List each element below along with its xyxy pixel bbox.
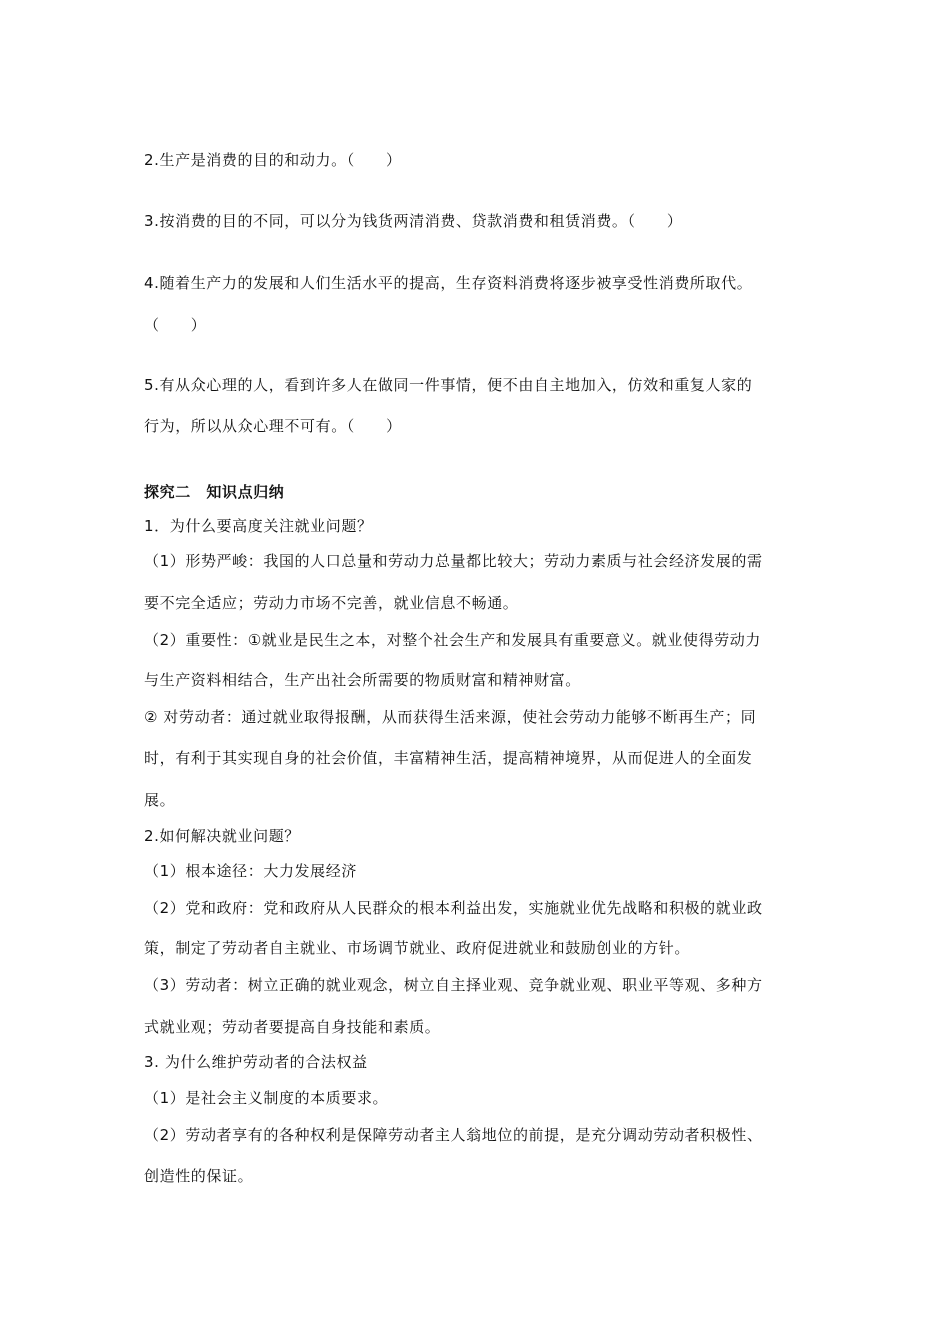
paragraph-line: （1）根本途径：大力发展经济 xyxy=(144,862,357,880)
paragraph-line: 时，有利于其实现自身的社会价值，丰富精神生活，提高精神境界，从而促进人的全面发 xyxy=(144,749,753,767)
question-2: 2.如何解决就业问题？ xyxy=(144,827,300,845)
paragraph-line: （2）重要性：①就业是民生之本，对整个社会生产和发展具有重要意义。就业使得劳动力 xyxy=(144,631,761,649)
paragraph-line: 式就业观；劳动者要提高自身技能和素质。 xyxy=(144,1018,441,1036)
paragraph-line: 与生产资料相结合，生产出社会所需要的物质财富和精神财富。 xyxy=(144,671,581,689)
paragraph-line: 要不完全适应；劳动力市场不完善，就业信息不畅通。 xyxy=(144,594,519,612)
judge-item-3: 3.按消费的目的不同，可以分为钱货两清消费、贷款消费和租赁消费。（ ） xyxy=(144,212,683,230)
paragraph-line: 创造性的保证。 xyxy=(144,1167,254,1185)
judge-item-2: 2.生产是消费的目的和动力。（ ） xyxy=(144,151,402,169)
paragraph-line: （2）党和政府：党和政府从人民群众的根本利益出发，实施就业优先战略和积极的就业政 xyxy=(144,899,763,917)
paragraph-line: 展。 xyxy=(144,791,176,809)
judge-item-5-cont: 行为，所以从众心理不可有。（ ） xyxy=(144,417,402,435)
paragraph-line: （3）劳动者：树立正确的就业观念，树立自主择业观、竞争就业观、职业平等观、多种方 xyxy=(144,976,763,994)
paragraph-line: （1）是社会主义制度的本质要求。 xyxy=(144,1089,389,1107)
question-1: 1．为什么要高度关注就业问题？ xyxy=(144,517,373,535)
paragraph-line: 策，制定了劳动者自主就业、市场调节就业、政府促进就业和鼓励创业的方针。 xyxy=(144,939,691,957)
question-3: 3. 为什么维护劳动者的合法权益 xyxy=(144,1053,368,1071)
section-title: 探究二 知识点归纳 xyxy=(144,483,285,501)
judge-item-4: 4.随着生产力的发展和人们生活水平的提高，生存资料消费将逐步被享受性消费所取代。 xyxy=(144,274,753,292)
judge-item-4-answer: （ ） xyxy=(144,316,207,334)
paragraph-line: ② 对劳动者：通过就业取得报酬，从而获得生活来源，使社会劳动力能够不断再生产；同 xyxy=(144,708,757,726)
judge-item-5: 5.有从众心理的人，看到许多人在做同一件事情，便不由自主地加入，仿效和重复人家的 xyxy=(144,376,753,394)
paragraph-line: （1）形势严峻：我国的人口总量和劳动力总量都比较大；劳动力素质与社会经济发展的需 xyxy=(144,552,763,570)
paragraph-line: （2）劳动者享有的各种权利是保障劳动者主人翁地位的前提，是充分调动劳动者积极性、 xyxy=(144,1126,763,1144)
